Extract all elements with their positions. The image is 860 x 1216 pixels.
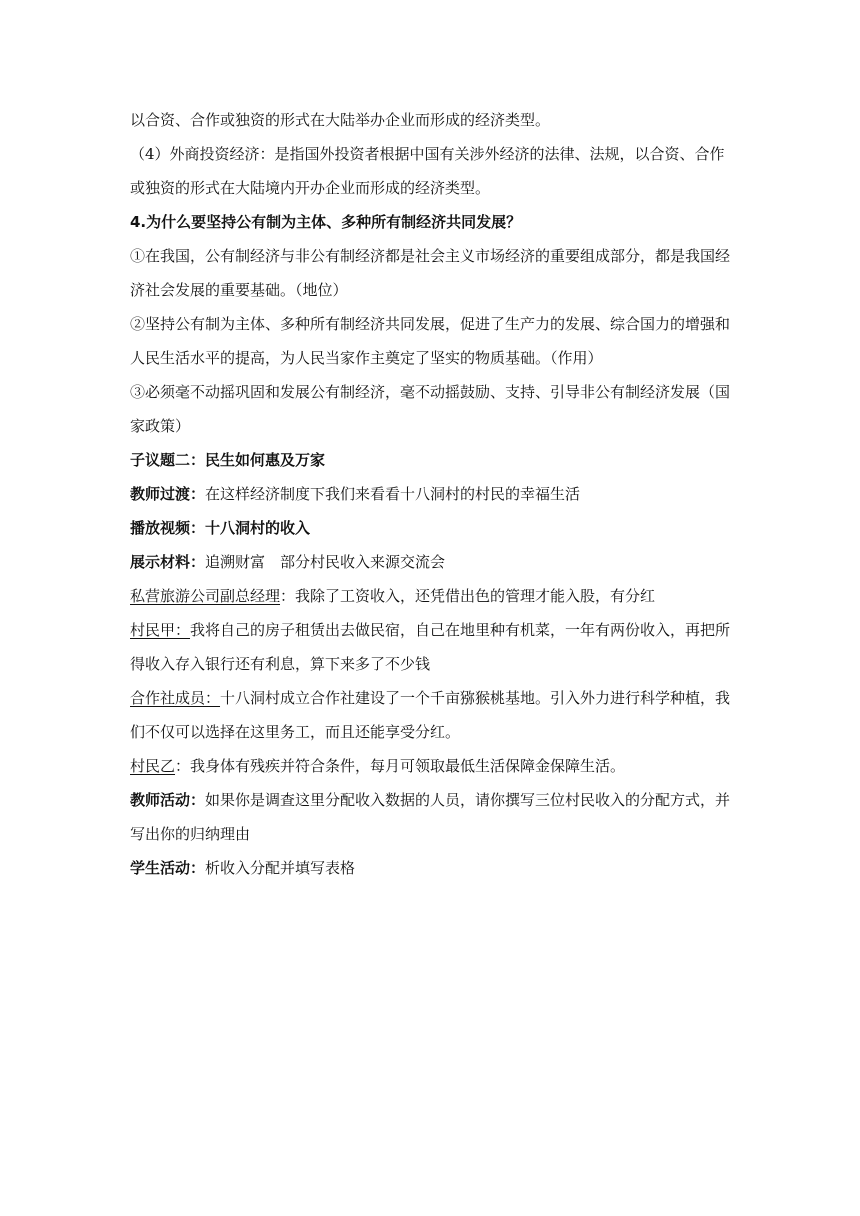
- coop-member-line-1: [130, 688, 735, 708]
- villager-a-text: 我将自己的房子租赁出去做民宿，自己在地里种有机菜，一年有两份收入，再把所: [190, 621, 731, 639]
- show-material-line: [130, 552, 735, 572]
- teacher-activity-text: 如果你是调查这里分配收入数据的人员，请你撰写三位村民收入的分配方式，并: [205, 791, 731, 809]
- coop-member-line-2: 们不仅可以选择在这里务工，而且还能享受分红。: [130, 723, 461, 741]
- teacher-activity-line-2: 写出你的归纳理由: [130, 825, 251, 843]
- student-activity-line: [130, 858, 735, 878]
- paragraph-line-5: ①在我国，公有制经济与非公有制经济都是社会主义市场经济的重要组成部分，都是我国经: [130, 247, 731, 265]
- villager-a-line-1: [130, 620, 735, 640]
- paragraph-line-9: ③必须毫不动摇巩固和发展公有制经济，毫不动摇鼓励、支持、引导非公有制经济发展（国: [130, 383, 731, 401]
- coop-member-label: 合作社成员：: [130, 689, 221, 707]
- show-material-label: 展示材料：: [130, 553, 206, 571]
- manager-quote-line: [130, 586, 735, 606]
- teacher-transition-text: 在这样经济制度下我们来看看十八洞村的村民的幸福生活: [205, 485, 581, 503]
- paragraph-line-6: 济社会发展的重要基础。（地位）: [130, 281, 348, 299]
- manager-label: 私营旅游公司副总经理: [130, 587, 281, 605]
- section-heading-4: 4.为什么要坚持公有制为主体、多种所有制经济共同发展？: [130, 213, 522, 231]
- show-material-text: 追溯财富 部分村民收入来源交流会: [205, 553, 446, 571]
- student-activity-text: 析收入分配并填写表格: [205, 859, 356, 877]
- paragraph-line-8: 人民生活水平的提高，为人民当家作主奠定了坚实的物质基础。（作用）: [130, 349, 603, 367]
- villager-b-label: 村民乙: [130, 757, 176, 775]
- coop-member-text: 十八洞村成立合作社建设了一个千亩猕猴桃基地。引入外力进行科学种植，我: [220, 689, 731, 707]
- teacher-activity-line-1: [130, 790, 735, 810]
- villager-b-text: ：我身体有残疾并符合条件，每月可领取最低生活保障金保障生活。: [175, 757, 626, 775]
- paragraph-line-10: 家政策）: [130, 417, 191, 435]
- student-activity-label: 学生活动：: [130, 859, 206, 877]
- paragraph-line-7: ②坚持公有制为主体、多种所有制经济共同发展，促进了生产力的发展、综合国力的增强和: [130, 315, 731, 333]
- paragraph-line-3: 或独资的形式在大陆境内开办企业而形成的经济类型。: [130, 179, 491, 197]
- play-video-line: 播放视频：十八洞村的收入: [130, 519, 311, 537]
- paragraph-line-1: 以合资、合作或独资的形式在大陆举办企业而形成的经济类型。: [130, 111, 551, 129]
- sub-topic-heading: 子议题二：民生如何惠及万家: [130, 451, 326, 469]
- teacher-transition-line: [130, 484, 735, 504]
- paragraph-line-2: （4）外商投资经济：是指国外投资者根据中国有关涉外经济的法律、法规，以合资、合作: [130, 145, 725, 163]
- teacher-activity-label: 教师活动：: [130, 791, 206, 809]
- villager-a-line-2: 得收入存入银行还有利息，算下来多了不少钱: [130, 655, 431, 673]
- villager-a-label: 村民甲：: [130, 621, 191, 639]
- teacher-transition-label: 教师过渡：: [130, 485, 206, 503]
- manager-quote-text: ：我除了工资收入，还凭借出色的管理才能入股，有分红: [280, 587, 656, 605]
- villager-b-line: [130, 756, 735, 776]
